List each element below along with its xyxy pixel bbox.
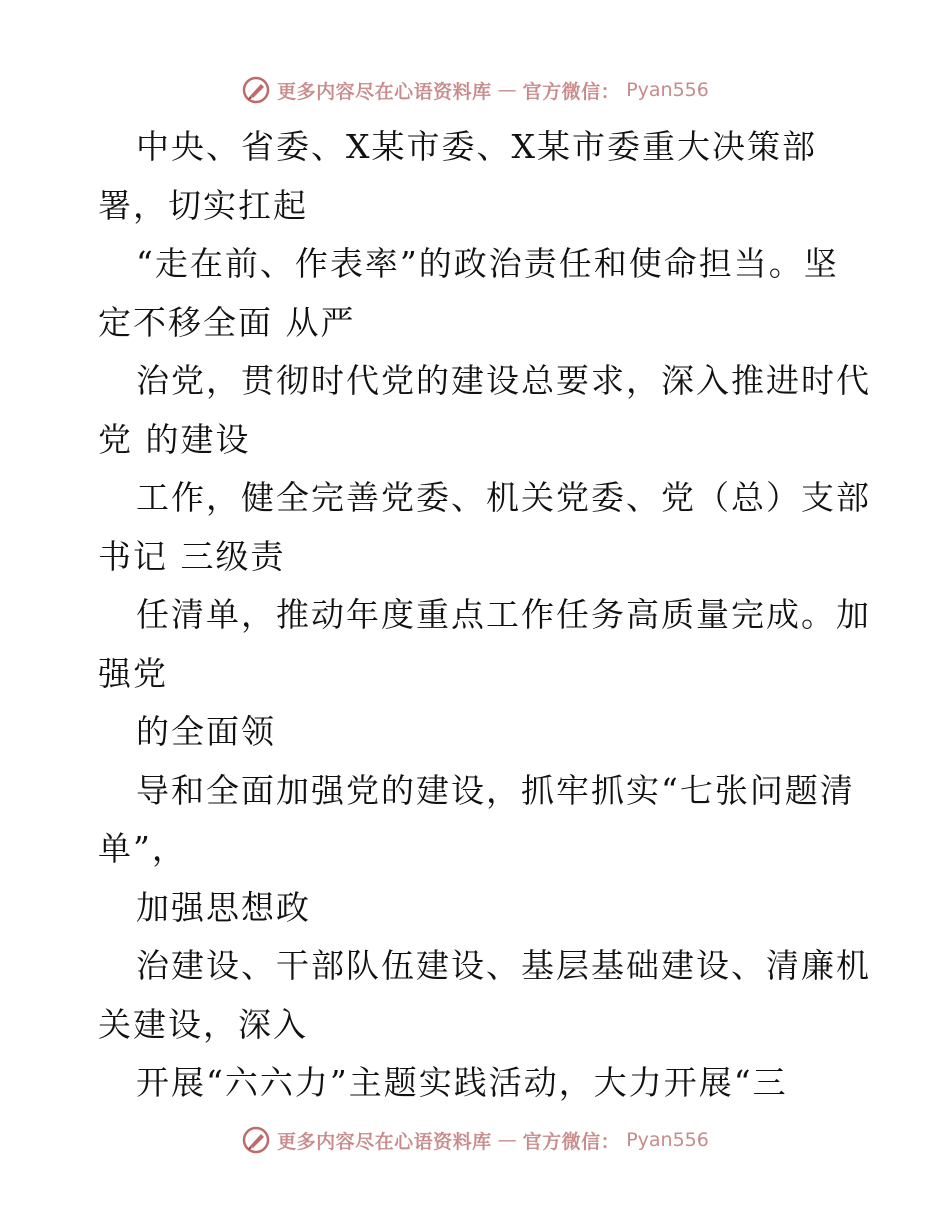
body-line: 的全面领 <box>136 712 276 751</box>
body-line: 定不移全面 从严 <box>98 302 356 342</box>
body-line: 关建设，深入 <box>98 1004 308 1044</box>
watermark-separator: — <box>497 1129 517 1151</box>
body-line: 导和全面加强党的建设，抓牢抓实“七张问题清 <box>136 770 855 810</box>
footer-watermark <box>0 1120 950 1160</box>
body-line: 治党，贯彻时代党的建设总要求，深入推进时代 <box>136 361 871 400</box>
document-body <box>98 118 871 1113</box>
body-line: 强党 <box>98 653 168 693</box>
watermark-separator: — <box>497 79 517 101</box>
quill-pen-logo-icon <box>241 75 271 105</box>
quill-pen-logo-icon <box>241 1125 271 1155</box>
body-line: 开展“六六力”主题实践活动，大力开展“三 <box>136 1063 788 1102</box>
body-line: 治建设、干部队伍建设、基层基础建设、清廉机 <box>136 946 871 985</box>
watermark-contact-id: Pyan556 <box>626 79 709 101</box>
header-watermark <box>0 70 950 110</box>
body-line: 加强思想政 <box>136 887 311 927</box>
body-line: “走在前、作表率”的政治责任和使命担当。坚 <box>136 244 839 283</box>
watermark-contact-id: Pyan556 <box>626 1129 709 1151</box>
watermark-contact-label: 官方微信： <box>522 80 621 103</box>
body-line: 任清单，推动年度重点工作任务高质量完成。加 <box>136 595 871 634</box>
body-line: 署，切实扛起 <box>98 185 308 225</box>
body-line: 党 的建设 <box>98 419 251 459</box>
watermark-contact-label: 官方微信： <box>522 1130 621 1153</box>
watermark-brand-text: 更多内容尽在心语资料库 <box>277 1130 492 1153</box>
body-line: 书记 三级责 <box>98 536 286 576</box>
watermark-brand-text: 更多内容尽在心语资料库 <box>277 80 492 103</box>
body-line: 工作，健全完善党委、机关党委、党（总）支部 <box>136 478 871 517</box>
body-line: 单”， <box>98 829 187 868</box>
body-line: 中央、省委、X某市委、X某市委重大决策部 <box>136 127 817 166</box>
